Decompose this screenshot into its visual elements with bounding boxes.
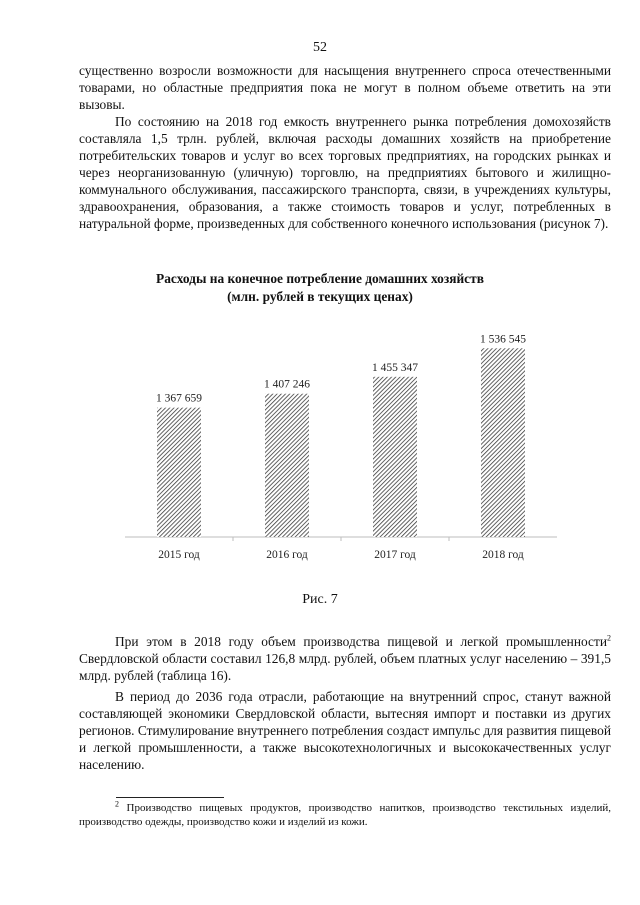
footnote-divider bbox=[116, 797, 224, 798]
body-text-block-3 bbox=[79, 633, 611, 684]
chart-subtitle: (млн. рублей в текущих ценах) bbox=[227, 289, 413, 304]
paragraph-2: По состоянию на 2018 год емкость внутреннего рынка потребления домохозяйств составляла 1,5 трлн. рублей, включая расходы домашних хозяйств на приобретение потребительских товаров и услуг во всех торговых предприятиях, на городских рынках и через неорганизованную (уличную) торговлю, на предприятиях бытового и жилищно-коммунального обслуживания, пассажирского транспорта, связи, в учреждениях культуры, здравоохранения, образования, а также стоимость товаров и услуг, потребленных в натуральной форме, произведенных для собственного конечного использования (рисунок 7). bbox=[79, 114, 611, 231]
body-text-block-4 bbox=[79, 688, 611, 773]
paragraph-1: существенно возросли возможности для насыщения внутреннего спроса отечественными товарами, но областные предприятия пока не могут в полном объеме ответить на эти вызовы. bbox=[79, 63, 611, 112]
bar-value-label: 1 455 347 bbox=[372, 361, 418, 374]
page-number: 52 bbox=[313, 40, 327, 55]
bar-2017 bbox=[373, 377, 417, 537]
figure-caption: Рис. 7 bbox=[302, 592, 338, 607]
footnote-body: Производство пищевых продуктов, производство напитков, производство текстильных изделий, производство одежды, производство кожи и изделий из кожи. bbox=[79, 802, 611, 828]
paragraph-3-start: При этом в 2018 году объем производства пищевой и легкой промышленности bbox=[115, 634, 607, 649]
paragraph-3 bbox=[79, 633, 611, 684]
bar-value-label: 1 367 659 bbox=[156, 392, 202, 405]
footnote-mark: 2 bbox=[115, 799, 119, 809]
paragraph-3-end: Свердловской области составил 126,8 млрд. рублей, объем платных услуг населению – 391,5 млрд. рублей (таблица 16). bbox=[79, 651, 611, 683]
bar-2015 bbox=[157, 408, 201, 537]
paragraph-4: В период до 2036 года отрасли, работающие на внутренний спрос, станут важной составляющей экономики Свердловской области, вытесняя импорт и поставки из других регионов. Стимулирование внутреннего потребления создаст импульс для развития пищевой и легкой промышленности, а также высокотехнологичных и высококачественных услуг населению. bbox=[79, 689, 611, 772]
footnote-reference[interactable]: 2 bbox=[607, 633, 611, 643]
bar-value-label: 1 536 545 bbox=[480, 333, 526, 346]
bar-2018 bbox=[481, 348, 525, 537]
footnote-text bbox=[79, 801, 611, 829]
x-tick-label: 2015 год bbox=[158, 549, 200, 561]
x-tick-label: 2018 год bbox=[482, 549, 524, 561]
chart-title: Расходы на конечное потребление домашних хозяйств bbox=[156, 271, 484, 286]
footnote bbox=[79, 801, 611, 829]
bar-value-label: 1 407 246 bbox=[264, 378, 310, 391]
x-tick-label: 2017 год bbox=[374, 549, 416, 561]
x-tick-label: 2016 год bbox=[266, 549, 308, 561]
bar-2016 bbox=[265, 394, 309, 537]
